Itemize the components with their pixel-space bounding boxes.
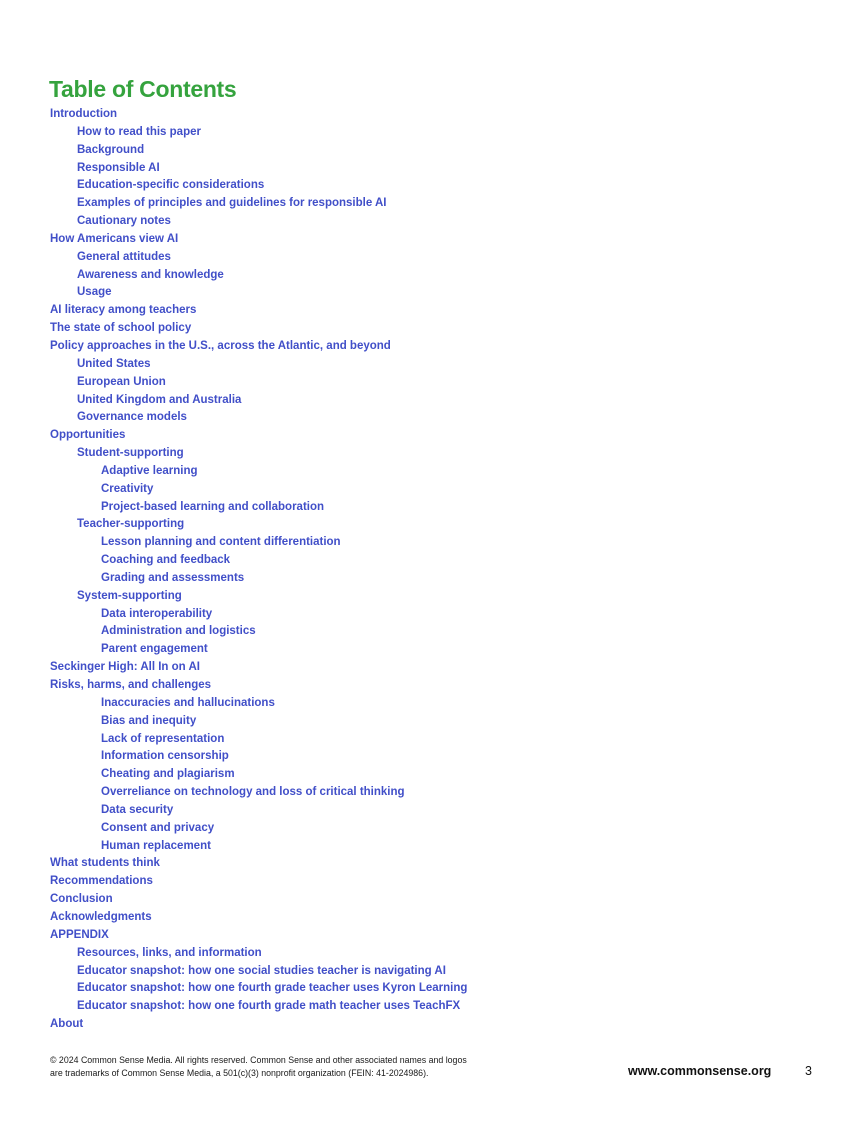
toc-item[interactable]: Seckinger High: All In on AI xyxy=(50,661,200,674)
toc-item[interactable]: Policy approaches in the U.S., across the Atlantic, and beyond xyxy=(50,339,391,352)
toc-item[interactable]: Responsible AI xyxy=(77,161,160,174)
toc-item[interactable]: Creativity xyxy=(101,482,154,495)
toc-item[interactable]: Educator snapshot: how one fourth grade teacher uses Kyron Learning xyxy=(77,982,468,995)
toc-item[interactable]: Educator snapshot: how one fourth grade math teacher uses TeachFX xyxy=(77,1000,461,1013)
toc-item[interactable]: Conclusion xyxy=(50,893,113,906)
toc-item[interactable]: Lack of representation xyxy=(101,732,225,745)
toc-item[interactable]: General attitudes xyxy=(77,250,171,263)
toc-item[interactable]: AI literacy among teachers xyxy=(50,304,197,317)
toc-item[interactable]: Usage xyxy=(77,286,112,299)
toc-item[interactable]: Recommendations xyxy=(50,875,153,888)
toc-item[interactable]: About xyxy=(50,1018,84,1031)
toc-item[interactable]: Educator snapshot: how one social studies teacher is navigating AI xyxy=(77,964,446,977)
toc-item[interactable]: Adaptive learning xyxy=(101,464,198,477)
copyright-text xyxy=(50,1054,555,1080)
toc-item[interactable]: Consent and privacy xyxy=(101,821,215,834)
toc-item[interactable]: Administration and logistics xyxy=(101,625,256,638)
toc-item[interactable]: Student-supporting xyxy=(77,447,184,460)
toc-item[interactable]: How to read this paper xyxy=(77,125,201,138)
toc-item[interactable]: Opportunities xyxy=(50,429,126,442)
toc-item[interactable]: Cheating and plagiarism xyxy=(101,768,235,781)
toc-item[interactable]: Coaching and feedback xyxy=(101,554,231,567)
toc-item[interactable]: Governance models xyxy=(77,411,187,424)
toc-item[interactable]: Lesson planning and content differentiation xyxy=(101,536,341,549)
toc-item[interactable]: Risks, harms, and challenges xyxy=(50,679,212,691)
toc-item[interactable]: Cautionary notes xyxy=(77,215,171,228)
toc-item[interactable]: Awareness and knowledge xyxy=(77,268,224,281)
copyright-line-1: © 2024 Common Sense Media. All rights reserved. Common Sense and other associated names and logos xyxy=(50,1055,467,1065)
toc-item[interactable]: The state of school policy xyxy=(50,322,192,335)
page-title: Table of Contents xyxy=(49,76,237,102)
toc-item[interactable]: Overreliance on technology and loss of critical thinking xyxy=(101,786,405,799)
toc-item[interactable]: Examples of principles and guidelines for responsible AI xyxy=(77,197,387,210)
toc-item[interactable]: Acknowledgments xyxy=(50,910,152,923)
toc-item[interactable]: Data interoperability xyxy=(101,607,213,620)
toc-item[interactable]: APPENDIX xyxy=(50,928,109,941)
toc-item[interactable]: Information censorship xyxy=(101,750,229,763)
toc-item[interactable]: Inaccuracies and hallucinations xyxy=(101,696,275,709)
toc-item[interactable]: Introduction xyxy=(50,108,118,120)
toc-item[interactable]: Project-based learning and collaboration xyxy=(101,500,325,513)
toc-item[interactable]: Human replacement xyxy=(101,839,211,852)
toc-item[interactable]: Grading and assessments xyxy=(101,571,245,584)
toc-item[interactable]: European Union xyxy=(77,375,166,388)
page-number: 3 xyxy=(805,1064,812,1078)
toc-item[interactable]: Bias and inequity xyxy=(101,714,197,727)
toc-item[interactable]: How Americans view AI xyxy=(50,232,179,245)
toc-list xyxy=(50,106,467,1034)
toc-item[interactable]: United Kingdom and Australia xyxy=(77,393,242,406)
copyright-line-2: are trademarks of Common Sense Media, a 501(c)(3) nonprofit organization (FEIN: 41-2024986). xyxy=(50,1068,429,1079)
toc-item[interactable]: Parent engagement xyxy=(101,643,208,656)
toc-item[interactable]: United States xyxy=(77,357,151,370)
toc-item[interactable]: Teacher-supporting xyxy=(77,518,185,531)
website-link[interactable]: www.commonsense.org xyxy=(628,1064,772,1078)
toc-item[interactable]: Education-specific considerations xyxy=(77,179,265,192)
toc-item[interactable]: What students think xyxy=(50,857,160,870)
toc-item[interactable]: Background xyxy=(77,143,145,156)
toc-item[interactable]: Data security xyxy=(101,803,174,816)
toc-item[interactable]: System-supporting xyxy=(77,589,182,602)
toc-item[interactable]: Resources, links, and information xyxy=(77,946,262,959)
